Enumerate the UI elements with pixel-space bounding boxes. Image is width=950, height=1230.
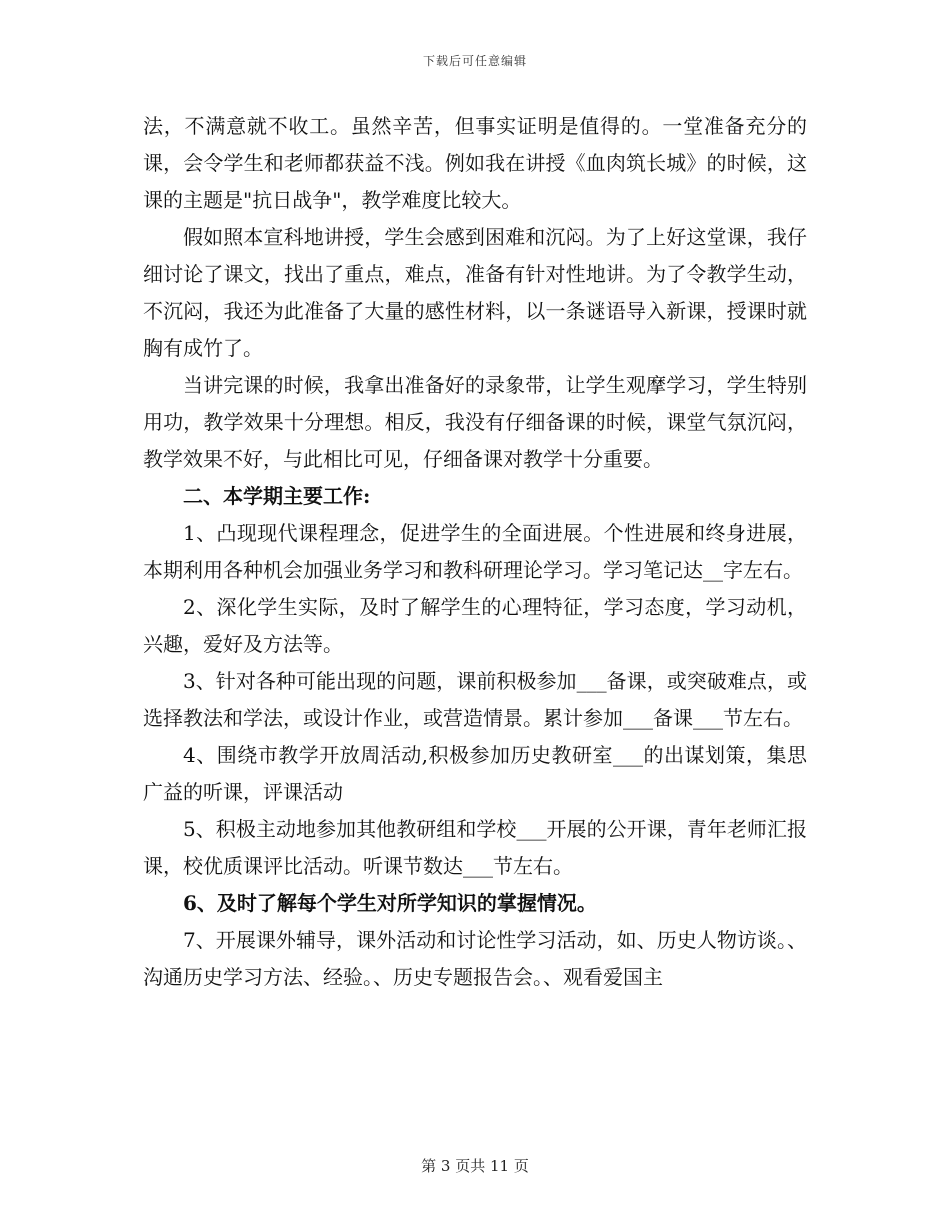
- list-item-1: 1、凸现现代课程理念，促进学生的全面进展。个性进展和终身进展，本期利用各种机会加强业务学习和教科研理论学习。学习笔记达__字左右。: [143, 521, 807, 582]
- page-footer: 第 3 页共 11 页: [421, 1157, 529, 1175]
- list-item-5: 5、积极主动地参加其他教研组和学校___开展的公开课，青年老师汇报课，校优质课评比活动。听课节数达___节左右。: [143, 817, 807, 878]
- list-item-2: 2、深化学生实际，及时了解学生的心理特征，学习态度，学习动机，兴趣，爱好及方法等。: [143, 595, 807, 656]
- paragraph-2: 假如照本宣科地讲授，学生会感到困难和沉闷。为了上好这堂课，我仔细讨论了课文，找出了重点，难点，准备有针对性地讲。为了令教学生动，不沉闷，我还为此准备了大量的感性材料，以一条谜语导入新课，授课时就胸有成竹了。: [143, 225, 807, 360]
- document-body: [143, 108, 807, 996]
- list-item-7: 7、开展课外辅导，课外活动和讨论性学习活动，如、历史人物访谈。、沟通历史学习方法、经验。、历史专题报告会。、观看爱国主: [143, 928, 807, 989]
- list-item-6: 6、及时了解每个学生对所学知识的掌握情况。: [183, 891, 597, 915]
- paragraph-1: 法，不满意就不收工。虽然辛苦，但事实证明是值得的。一堂准备充分的课，会令学生和老师都获益不浅。例如我在讲授《血肉筑长城》的时候，这课的主题是"抗日战争"，教学难度比较大。: [143, 114, 807, 212]
- page-header: 下载后可任意编辑: [422, 54, 527, 68]
- list-item-3: 3、针对各种可能出现的问题，课前积极参加___备课，或突破难点，或选择教法和学法，或设计作业，或营造情景。累计参加___备课___节左右。: [143, 669, 807, 730]
- list-item-4: 4、围绕市教学开放周活动,积极参加历史教研室___的出谋划策，集思广益的听课，评课活动: [143, 743, 807, 804]
- paragraph-3: 当讲完课的时候，我拿出准备好的录象带，让学生观摩学习，学生特别用功，教学效果十分理想。相反，我没有仔细备课的时候，课堂气氛沉闷，教学效果不好，与此相比可见，仔细备课对教学十分重要。: [143, 373, 807, 471]
- section-heading: 二、本学期主要工作:: [183, 484, 371, 508]
